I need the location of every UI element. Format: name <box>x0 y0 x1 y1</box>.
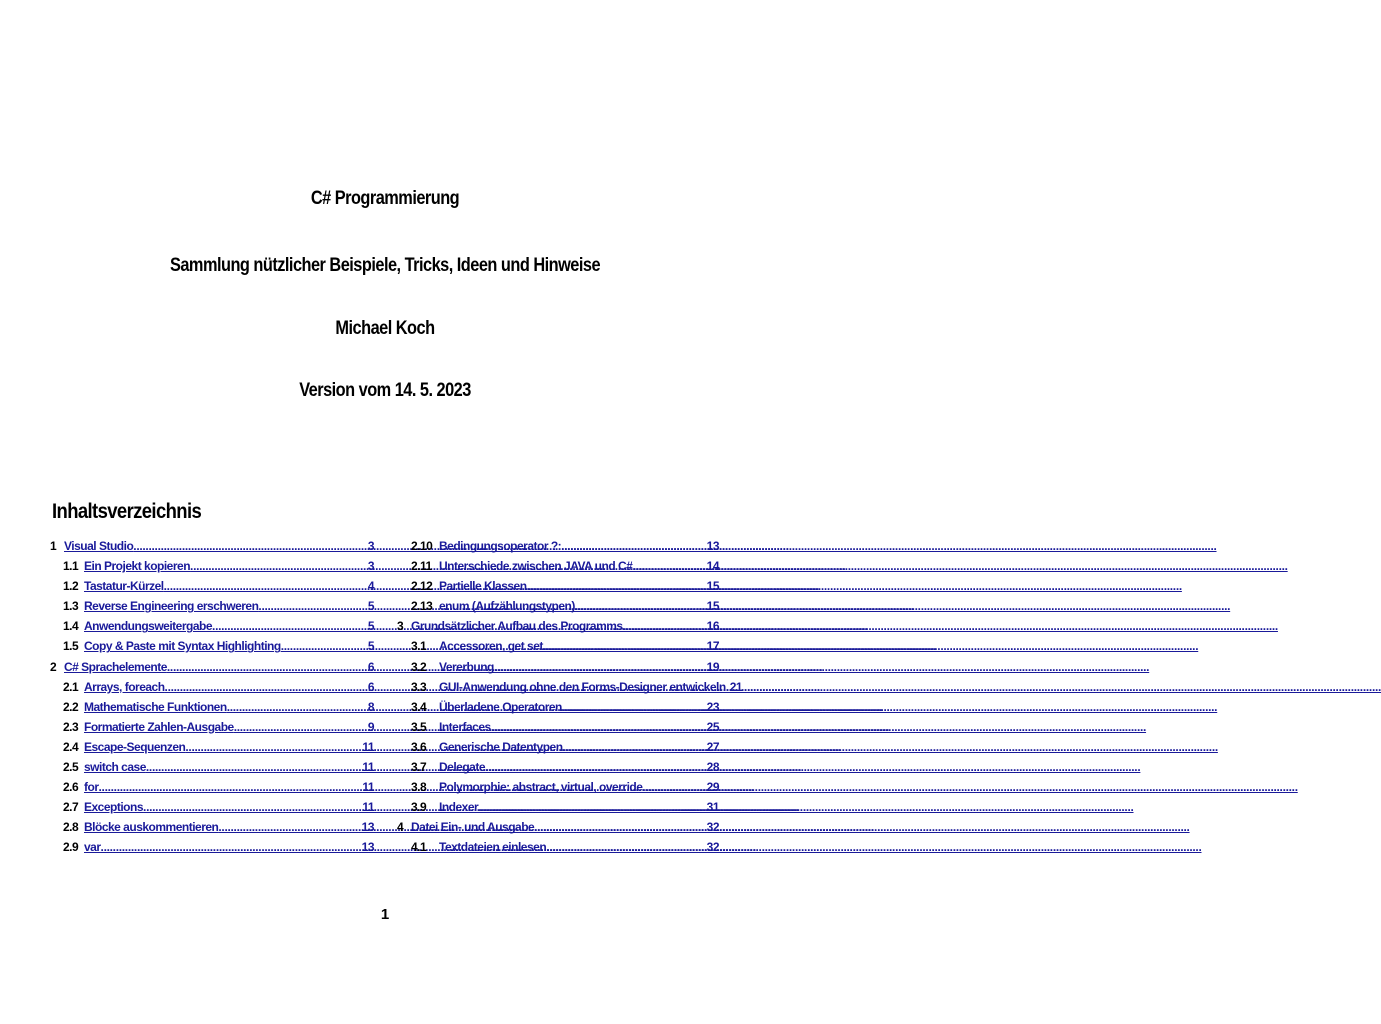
toc-entry-page: 5 <box>367 599 374 614</box>
toc-entry <box>395 740 719 760</box>
toc-dot-leader <box>534 820 706 834</box>
toc-entry-number: 3.8 <box>411 780 427 795</box>
toc-entry-number: 4 <box>397 820 404 835</box>
toc-dot-leader <box>642 780 706 794</box>
toc-entry-page: 27 <box>706 739 719 754</box>
toc-entry-title: Copy & Paste mit Syntax Highlighting <box>84 639 281 654</box>
toc-entry-number: 2.10 <box>411 539 433 553</box>
toc-dot-leader <box>563 740 707 754</box>
toc-entry-link[interactable] <box>439 679 743 694</box>
toc-entry <box>395 820 719 840</box>
toc-entry-number: 3.7 <box>411 760 427 775</box>
toc-entry-title: var <box>84 840 101 855</box>
toc-dot-leader <box>494 660 707 674</box>
toc-entry-number: 2.9 <box>63 840 79 855</box>
toc-entry-number: 1.4 <box>63 619 79 634</box>
toc-entry-link[interactable] <box>439 559 719 573</box>
toc-entry <box>50 840 374 860</box>
toc-entry-number: 1.3 <box>63 599 79 614</box>
toc-dot-leader <box>218 820 361 834</box>
toc-dot-leader <box>527 579 707 593</box>
toc-entry-page: 5 <box>367 639 374 654</box>
toc-column-left <box>50 539 374 861</box>
document-subtitle: Sammlung nützlicher Beispiele, Tricks, Ideen und Hinweise <box>169 255 601 276</box>
toc-dot-leader <box>101 840 362 854</box>
toc-entry-number: 2.12 <box>411 579 433 594</box>
toc-entry-title: switch case <box>84 760 146 775</box>
toc-entry <box>395 800 719 820</box>
toc-entry-number: 2.6 <box>63 780 79 795</box>
toc-entry <box>50 800 374 820</box>
toc-entry-title: Datei Ein- und Ausgabe <box>411 820 535 835</box>
toc-entry-page: 21 <box>729 679 743 694</box>
toc-entry <box>395 840 719 860</box>
toc-entry-page: 28 <box>706 760 719 775</box>
toc-entry-page: 13 <box>361 820 374 835</box>
toc-entry <box>50 559 374 579</box>
toc-entry-page: 14 <box>706 559 719 574</box>
toc-entry-title: Generische Datentypen <box>439 739 563 754</box>
toc-entry <box>395 720 719 740</box>
toc-entry <box>395 639 719 659</box>
toc-entry-link[interactable] <box>84 700 374 714</box>
toc-entry-title: Delegate <box>439 760 486 775</box>
toc-entry-link[interactable] <box>439 539 719 553</box>
toc-entry-link[interactable] <box>439 720 719 734</box>
toc-dot-leader <box>227 700 368 714</box>
toc-entry-number: 3.5 <box>411 719 427 734</box>
toc-dot-leader <box>575 599 707 613</box>
toc-entry-title: Accessoren, get set <box>439 639 543 654</box>
toc-entry-title: Visual Studio <box>64 539 134 553</box>
toc-entry-title: Grundsätzlicher Aufbau des Programms <box>411 619 623 634</box>
toc-entry-link[interactable] <box>84 680 374 694</box>
toc-entry <box>395 599 719 619</box>
toc-entry-link[interactable] <box>411 820 719 834</box>
toc-entry-link[interactable] <box>64 539 374 553</box>
toc-entry-number: 3 <box>397 619 404 634</box>
toc-entry-number: 2.2 <box>63 699 79 714</box>
toc-entry-number: 3.6 <box>411 739 427 754</box>
toc-entry-page: 25 <box>706 719 719 734</box>
toc-entry-page: 11 <box>362 780 374 795</box>
toc-entry-title: for <box>84 780 99 795</box>
toc-entry-page: 11 <box>362 739 374 754</box>
toc-entry <box>395 539 719 559</box>
toc-entry-title: Tastatur-Kürzel <box>84 579 164 594</box>
toc-entry-number: 2.7 <box>63 800 79 815</box>
toc-entry-link[interactable] <box>439 599 719 613</box>
toc-entry-number: 3.2 <box>411 659 427 674</box>
toc-entry-page: 13 <box>706 539 719 553</box>
toc-entry-link[interactable] <box>439 780 719 794</box>
version-date: Version vom 14. 5. 2023 <box>299 380 471 401</box>
toc-entry-link[interactable] <box>439 639 719 653</box>
toc-entry-link[interactable] <box>84 639 374 653</box>
toc-entry-title: Vererbung <box>439 659 494 674</box>
toc-entry <box>395 619 719 639</box>
toc-dot-leader <box>133 539 368 553</box>
toc-entry <box>50 660 374 680</box>
toc-entry <box>50 740 374 760</box>
toc-entry-number: 2.1 <box>63 679 79 694</box>
toc-entry <box>50 619 374 639</box>
toc-dot-leader <box>632 559 706 573</box>
toc-entry-page: 13 <box>361 840 374 855</box>
toc-entry-title: Arrays, foreach <box>84 679 165 694</box>
toc-entry-title: Partielle Klassen <box>439 579 527 594</box>
toc-entry-number: 1.1 <box>63 559 79 574</box>
toc-dot-leader <box>623 619 707 633</box>
toc-entry-link[interactable] <box>84 800 374 814</box>
toc-entry-number: 2.4 <box>63 739 79 754</box>
toc-entry-link[interactable] <box>84 760 374 774</box>
toc-entry <box>50 820 374 840</box>
toc-entry-page: 16 <box>706 619 719 634</box>
toc-entry <box>395 679 743 700</box>
author-name: Michael Koch <box>335 318 435 339</box>
toc-entry-page: 31 <box>706 800 719 815</box>
toc-entry <box>50 700 374 720</box>
toc-entry-link[interactable] <box>64 660 374 674</box>
toc-entry-link[interactable] <box>439 740 719 754</box>
toc-entry-number: 3.1 <box>411 639 427 654</box>
toc-entry-title: Exceptions <box>84 800 144 815</box>
toc-entry <box>50 539 374 559</box>
toc-dot-leader <box>234 720 368 734</box>
toc-entry-number: 2.11 <box>411 559 432 574</box>
toc-dot-leader <box>212 619 368 633</box>
toc-dot-leader <box>143 800 362 814</box>
toc-entry-link[interactable] <box>84 619 374 633</box>
toc-column-right <box>395 539 743 861</box>
toc-entry-title: Interfaces <box>439 719 491 734</box>
toc-entry-page: 8 <box>367 699 374 714</box>
toc-entry-page: 3 <box>367 539 374 553</box>
toc-entry-link[interactable] <box>84 599 374 613</box>
toc-dot-leader <box>485 760 707 774</box>
toc-entry <box>50 639 374 659</box>
toc-entry-page: 11 <box>362 800 374 815</box>
toc-entry-title: Unterschiede zwischen JAVA und C# <box>439 559 633 574</box>
toc-entry-link[interactable] <box>84 780 374 794</box>
toc-entry-link[interactable] <box>84 740 374 754</box>
toc-entry-link[interactable] <box>84 840 374 854</box>
toc-entry-page: 19 <box>706 659 719 674</box>
toc-entry-number: 3.3 <box>411 679 427 694</box>
toc-entry-title: Indexer <box>439 800 479 815</box>
toc-entry-link[interactable] <box>439 660 719 674</box>
toc-entry-number: 2.13 <box>411 599 433 614</box>
toc-entry-title: Anwendungsweitergabe <box>84 619 213 634</box>
toc-entry <box>395 579 719 599</box>
toc-entry-link[interactable] <box>84 579 374 593</box>
toc-entry <box>395 660 719 680</box>
toc-entry-title: Polymorphie: abstract, virtual, override <box>439 780 643 795</box>
toc-dot-leader <box>478 800 706 814</box>
toc-entry-page: 15 <box>706 579 719 594</box>
toc-entry-link[interactable] <box>439 840 719 854</box>
toc-dot-leader <box>491 720 707 734</box>
toc-entry-title: Bedingungsoperator ?: <box>439 539 562 553</box>
toc-dot-leader <box>146 760 362 774</box>
toc-entry-link[interactable] <box>84 820 374 834</box>
toc-entry <box>50 760 374 780</box>
toc-dot-leader <box>99 780 363 794</box>
toc-entry-link[interactable] <box>411 619 719 633</box>
toc-dot-leader <box>562 700 707 714</box>
toc-entry-title: enum (Aufzählungstypen) <box>439 599 575 614</box>
toc-entry-title: GUI-Anwendung ohne den Forms-Designer entwickeln <box>439 679 726 694</box>
toc-entry-page: 15 <box>706 599 719 614</box>
toc-entry-title: Blöcke auskommentieren <box>84 820 219 835</box>
toc-dot-leader <box>165 680 368 694</box>
toc-dot-leader <box>190 559 368 573</box>
toc-entry-number: 2.3 <box>63 719 79 734</box>
toc-entry-number: 3.9 <box>411 800 427 815</box>
toc-entry-link[interactable] <box>439 700 719 714</box>
toc-entry-page: 11 <box>362 760 374 775</box>
page-number: 1 <box>380 906 390 923</box>
toc-entry-title: Escape-Sequenzen <box>84 739 186 754</box>
toc-entry-page: 5 <box>367 619 374 634</box>
toc-entry-link[interactable] <box>439 760 719 774</box>
toc-entry-link[interactable] <box>84 720 374 734</box>
toc-entry-title: Textdateien einlesen <box>439 840 547 855</box>
toc-entry-page: 6 <box>367 659 374 674</box>
toc-entry-link[interactable] <box>439 800 719 814</box>
toc-entry-title: C# Sprachelemente <box>64 659 167 674</box>
document-title: C# Programmierung <box>310 188 460 209</box>
toc-dot-leader <box>543 639 707 653</box>
toc-entry-number: 1.5 <box>63 639 79 654</box>
toc-dot-leader <box>561 539 706 553</box>
toc-entry-title: Formatierte Zahlen-Ausgabe <box>84 719 234 734</box>
toc-entry-number: 3.4 <box>411 699 427 714</box>
toc-entry <box>395 559 719 579</box>
toc-entry-link[interactable] <box>84 559 374 573</box>
toc-entry-page: 17 <box>706 639 719 654</box>
toc-entry-number: 1.2 <box>63 579 79 594</box>
toc-entry-number: 1 <box>50 539 57 553</box>
toc-dot-leader <box>546 840 706 854</box>
toc-entry-number: 4.1 <box>411 840 427 855</box>
toc-dot-leader <box>258 599 367 613</box>
toc-entry-title: Überladene Operatoren <box>439 699 562 714</box>
toc-entry-page: 9 <box>367 719 374 734</box>
toc-entry-number: 2.5 <box>63 760 79 775</box>
toc-entry-page: 6 <box>367 679 374 694</box>
toc-entry-page: 3 <box>367 559 374 574</box>
toc-entry <box>50 780 374 800</box>
toc-entry-title: Mathematische Funktionen <box>84 699 227 714</box>
toc-entry <box>50 720 374 740</box>
toc-entry <box>395 780 719 800</box>
toc-entry-page: 32 <box>706 820 719 835</box>
toc-entry-title: Ein Projekt kopieren <box>84 559 191 574</box>
toc-entry-page: 29 <box>706 780 719 795</box>
toc-entry-page: 23 <box>706 699 719 714</box>
toc-dot-leader <box>167 660 368 674</box>
toc-entry <box>50 680 374 700</box>
toc-entry-number: 2.8 <box>63 820 79 835</box>
toc-entry <box>50 599 374 619</box>
toc-dot-leader <box>281 639 368 653</box>
toc-entry-page: 32 <box>706 840 719 855</box>
toc-entry <box>395 700 719 720</box>
toc-heading: Inhaltsverzeichnis <box>52 500 202 523</box>
toc-entry <box>50 579 374 599</box>
toc-entry-title: Reverse Engineering erschweren <box>84 599 259 614</box>
toc-entry <box>395 760 719 780</box>
toc-entry-link[interactable] <box>439 579 719 593</box>
toc-entry-number: 2 <box>50 659 57 674</box>
toc-entry-page: 4 <box>367 579 374 594</box>
toc-dot-leader <box>164 579 368 593</box>
toc-dot-leader <box>185 740 362 754</box>
